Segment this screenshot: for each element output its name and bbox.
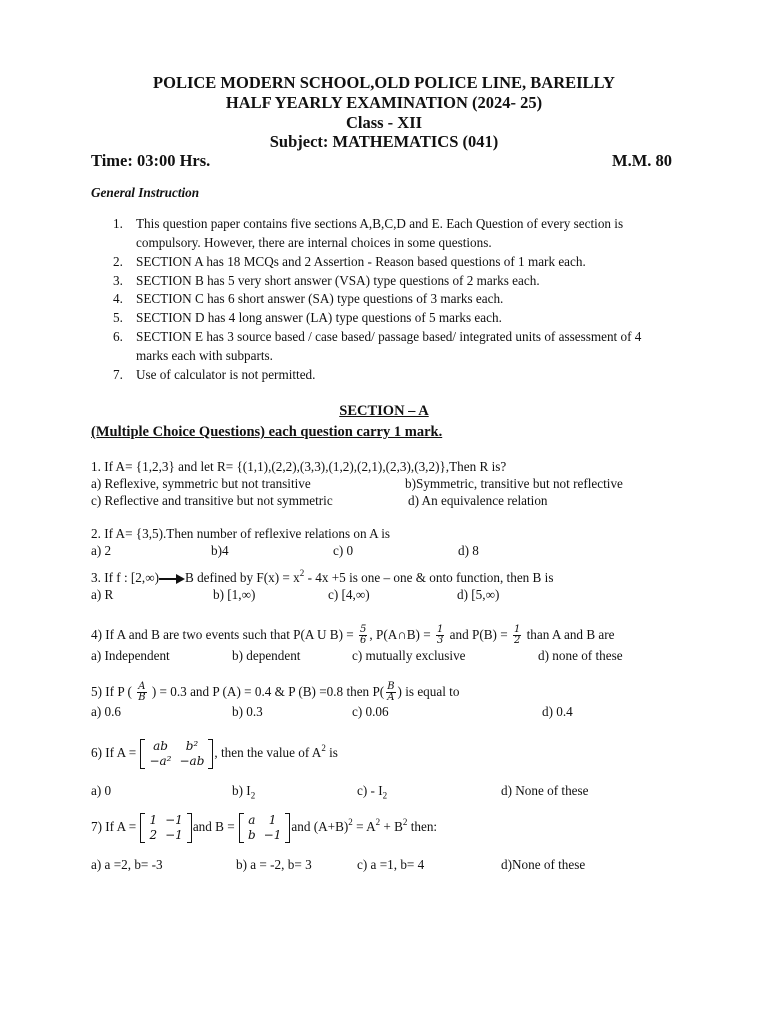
numerator: B — [387, 681, 395, 693]
question-6-part: is — [325, 745, 338, 760]
instruction-text: SECTION A has 18 MCQs and 2 Assertion - Reason based questions of 1 mark each. — [136, 254, 586, 269]
option-text: b) I — [232, 783, 251, 798]
matrix-cell: 1 — [149, 812, 158, 827]
question-5-text — [91, 677, 459, 707]
question-5-part: 5) If P ( — [91, 684, 132, 699]
class-label: Class - XII — [345, 113, 423, 132]
question-7-option-c: c) a =1, b= 4 — [357, 857, 425, 872]
question-4-option-c: c) mutually exclusive — [352, 648, 466, 663]
matrix-b — [239, 813, 290, 843]
question-5-part: ) = 0.3 and P (A) = 0.4 & P (B) =0.8 then P( — [151, 684, 385, 699]
question-7-option-a: a) a =2, b= -3 — [91, 857, 163, 872]
matrix-cell: −ab — [179, 753, 205, 768]
time-label: Time: 03:00 Hrs. — [91, 151, 211, 170]
question-7-part: and B = — [192, 819, 235, 834]
question-1-text: 1. If A= {1,2,3} and let R= {(1,1),(2,2),(3,3),(1,2),(2,1),(2,3),(3,2)},Then R is? — [91, 459, 507, 474]
question-2-option-d: d) 8 — [458, 543, 479, 558]
section-title: SECTION – A — [339, 403, 429, 419]
max-marks-label: M.M. 80 — [612, 151, 673, 170]
question-6-part: 6) If A = — [91, 745, 137, 760]
question-2-option-c: c) 0 — [333, 543, 354, 558]
matrix-cell: b² — [185, 738, 199, 753]
question-3-suffix: - 4x +5 is one – one & onto function, then B is — [304, 570, 554, 585]
question-7-text — [91, 809, 437, 845]
question-5-option-c: c) 0.06 — [352, 704, 389, 719]
instruction-text: SECTION E has 3 source based / case based/ passage based/ integrated units of assessment of 4 marks each with subparts. — [136, 329, 642, 363]
question-6-text — [91, 735, 338, 771]
exponent: 2 — [375, 817, 381, 827]
denominator: 2 — [513, 635, 521, 647]
question-1-option-d: d) An equivalence relation — [408, 493, 548, 508]
instruction-number: 7. — [113, 367, 123, 382]
question-3-exponent: 2 — [299, 568, 305, 578]
question-2-text: 2. If A= {3,5).Then number of reflexive relations on A is — [91, 526, 391, 541]
question-1-option-a: a) Reflexive, symmetric but not transitive — [91, 476, 311, 491]
question-3-option-c: c) [4,∞) — [328, 587, 370, 602]
question-1-option-c: c) Reflective and transitive but not symmetric — [91, 493, 333, 508]
school-name: POLICE MODERN SCHOOL,OLD POLICE LINE, BAREILLY — [153, 73, 615, 92]
question-7-option-d: d)None of these — [501, 857, 586, 872]
matrix-cell: −1 — [165, 812, 183, 827]
fraction — [386, 682, 395, 703]
instruction-item — [113, 327, 653, 367]
matrix-cell: b — [247, 827, 256, 842]
question-3-option-b: b) [1,∞) — [213, 587, 256, 602]
question-5-option-d: d) 0.4 — [542, 704, 573, 719]
exponent: 2 — [321, 743, 326, 753]
question-6-option-c — [357, 783, 387, 799]
question-3-text — [91, 570, 553, 586]
numerator: 5 — [360, 624, 367, 636]
subscript: 2 — [382, 790, 388, 801]
instruction-text: SECTION B has 5 very short answer (VSA) type questions of 2 marks each. — [136, 273, 540, 288]
matrix-cell: a — [248, 812, 256, 827]
denominator: A — [387, 692, 395, 704]
question-5-option-a: a) 0.6 — [91, 704, 122, 719]
question-7-part: + B — [380, 819, 403, 834]
question-6-option-a: a) 0 — [91, 783, 112, 798]
question-2-option-a: a) 2 — [91, 543, 112, 558]
instruction-number: 2. — [113, 254, 123, 269]
question-6-part: , then the value of A — [214, 745, 322, 760]
question-5-part: ) is equal to — [397, 684, 460, 699]
question-7-part: = A — [352, 819, 376, 834]
subject-label: Subject: MATHEMATICS (041) — [269, 132, 499, 151]
option-text: c) - I — [357, 783, 383, 798]
fraction — [436, 625, 444, 646]
matrix-a — [140, 739, 213, 769]
instruction-number: 5. — [113, 310, 123, 325]
question-2-option-b: b)4 — [211, 543, 229, 558]
question-4-part: 4) If A and B are two events such that P(A U B) = — [91, 627, 354, 642]
question-7-part: 7) If A = — [91, 819, 137, 834]
instructions-title: General Instruction — [91, 185, 200, 200]
question-3-prefix: 3. If f : [2,∞) — [91, 570, 159, 585]
instruction-number: 6. — [113, 329, 123, 344]
question-3-mid: B defined by F(x) = x — [185, 570, 300, 585]
instruction-text: This question paper contains five sections A,B,C,D and E. Each Question of every section is compulsory. However, there are internal choices in some questions. — [136, 216, 624, 250]
matrix-cell: −1 — [263, 827, 282, 842]
right-arrow-icon — [159, 574, 185, 584]
section-subtitle: (Multiple Choice Questions) each question carry 1 mark. — [91, 424, 443, 440]
denominator: B — [138, 692, 146, 704]
question-4-part: , P(A∩B) = — [369, 627, 431, 642]
question-6-option-b — [232, 783, 255, 799]
question-4-option-d: d) none of these — [538, 648, 623, 663]
question-4-text — [91, 621, 615, 649]
matrix-cell: −1 — [165, 827, 183, 842]
question-3-option-a: a) R — [91, 587, 114, 602]
instruction-item — [113, 289, 653, 309]
question-4-part: than A and B are — [526, 627, 615, 642]
instruction-number: 4. — [113, 291, 123, 306]
denominator: 3 — [436, 635, 444, 647]
numerator: A — [138, 681, 146, 693]
question-3-option-d: d) [5,∞) — [457, 587, 500, 602]
instruction-text: SECTION C has 6 short answer (SA) type questions of 3 marks each. — [136, 291, 504, 306]
question-4-part: and P(B) = — [449, 627, 508, 642]
question-7-option-b: b) a = -2, b= 3 — [236, 857, 312, 872]
matrix-cell: 1 — [268, 812, 277, 827]
instruction-item — [113, 214, 653, 250]
matrix-cell: ab — [153, 738, 168, 753]
instruction-number: 3. — [113, 273, 123, 288]
question-4-option-a: a) Independent — [91, 648, 170, 663]
question-7-part: and (A+B) — [291, 819, 349, 834]
matrix-cell: −a² — [149, 753, 172, 768]
instruction-text: Use of calculator is not permitted. — [136, 367, 316, 382]
matrix-cell: 2 — [149, 827, 158, 842]
question-1-option-b: b)Symmetric, transitive but not reflective — [405, 476, 623, 491]
question-7-part: then: — [407, 819, 438, 834]
numerator: 1 — [513, 624, 521, 636]
instruction-text: SECTION D has 4 long answer (LA) type questions of 5 marks each. — [136, 310, 502, 325]
matrix-a — [140, 813, 191, 843]
fraction — [359, 625, 367, 646]
exponent: 2 — [348, 817, 353, 827]
question-5-option-b: b) 0.3 — [232, 704, 263, 719]
instruction-item — [113, 271, 653, 291]
fraction — [137, 682, 146, 703]
instruction-item — [113, 252, 653, 272]
instruction-item — [113, 365, 653, 385]
question-6-option-d: d) None of these — [501, 783, 589, 798]
question-4-option-b: b) dependent — [232, 648, 301, 663]
instruction-number: 1. — [113, 216, 123, 231]
instruction-item — [113, 308, 653, 328]
denominator: 6 — [360, 635, 367, 647]
subscript: 2 — [250, 790, 256, 801]
exponent: 2 — [402, 817, 408, 827]
exam-title: HALF YEARLY EXAMINATION (2024- 25) — [225, 93, 543, 112]
numerator: 1 — [436, 624, 444, 636]
fraction — [513, 625, 521, 646]
